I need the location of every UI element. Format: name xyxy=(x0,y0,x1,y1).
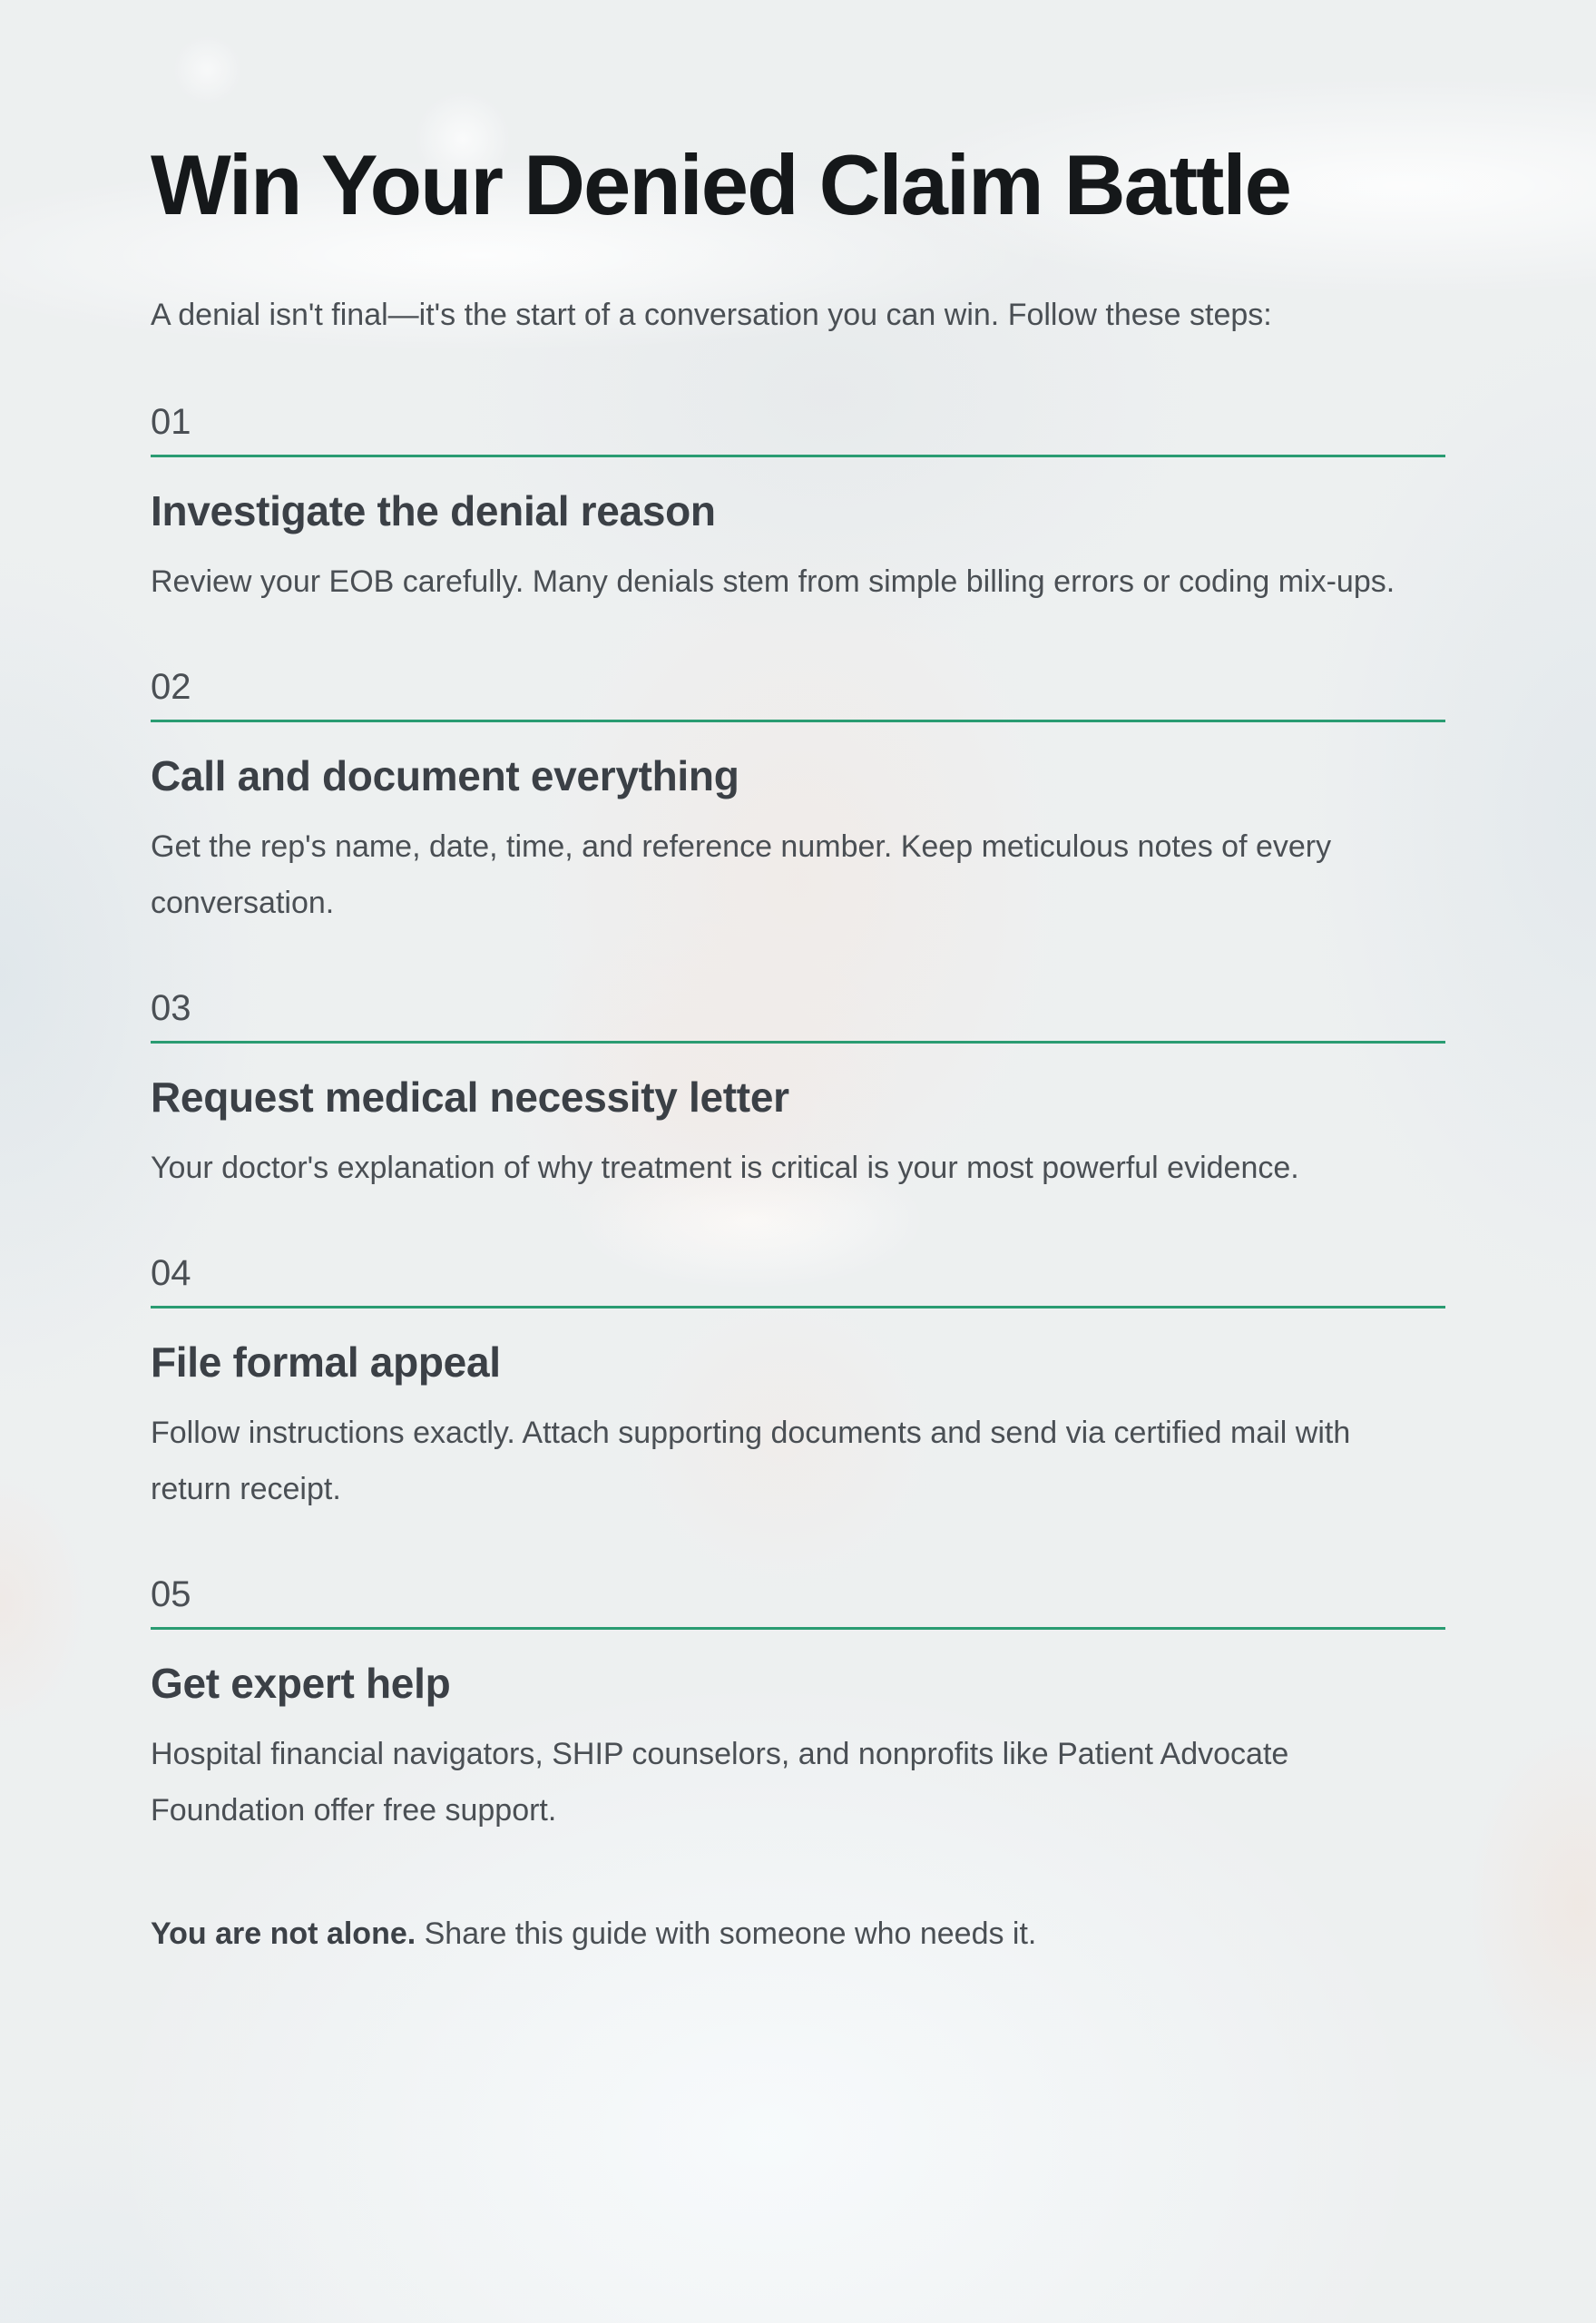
step-number: 01 xyxy=(151,402,191,443)
step-description: Follow instructions exactly. Attach supporting documents and send via certified mail with return receipt. xyxy=(151,1416,1351,1507)
footer-note xyxy=(151,1906,1421,1962)
step-description: Review your EOB carefully. Many denials stem from simple billing errors or coding mix-ups. xyxy=(151,564,1395,600)
step-heading: Get expert help xyxy=(151,1660,451,1708)
page-title: Win Your Denied Claim Battle xyxy=(151,137,1290,232)
step-description: Get the rep's name, date, time, and reference number. Keep meticulous notes of every conversation. xyxy=(151,829,1332,921)
step-divider xyxy=(151,455,1445,457)
step-number: 03 xyxy=(151,988,191,1029)
step-divider xyxy=(151,1306,1445,1309)
step-item-4 xyxy=(151,1252,1445,1517)
step-description: Hospital financial navigators, SHIP counselors, and nonprofits like Patient Advocate Foundation offer free support. xyxy=(151,1737,1289,1828)
step-item-5 xyxy=(151,1573,1445,1838)
step-item-3 xyxy=(151,987,1445,1196)
footer-text: Share this guide with someone who needs it. xyxy=(416,1916,1037,1952)
step-number: 05 xyxy=(151,1574,191,1615)
step-description: Your doctor's explanation of why treatment is critical is your most powerful evidence. xyxy=(151,1151,1299,1186)
step-number: 02 xyxy=(151,667,191,708)
step-heading: Investigate the denial reason xyxy=(151,487,716,535)
step-item-2 xyxy=(151,666,1445,931)
footer-emphasis: You are not alone. xyxy=(151,1916,416,1952)
step-heading: Request medical necessity letter xyxy=(151,1073,789,1122)
step-divider xyxy=(151,1041,1445,1044)
intro-text: A denial isn't final—it's the start of a conversation you can win. Follow these steps: xyxy=(151,298,1272,333)
step-heading: Call and document everything xyxy=(151,752,739,800)
step-item-1 xyxy=(151,401,1445,610)
steps-list xyxy=(151,401,1445,1838)
step-heading: File formal appeal xyxy=(151,1338,501,1387)
step-divider xyxy=(151,1627,1445,1630)
step-number: 04 xyxy=(151,1253,191,1294)
step-divider xyxy=(151,720,1445,722)
